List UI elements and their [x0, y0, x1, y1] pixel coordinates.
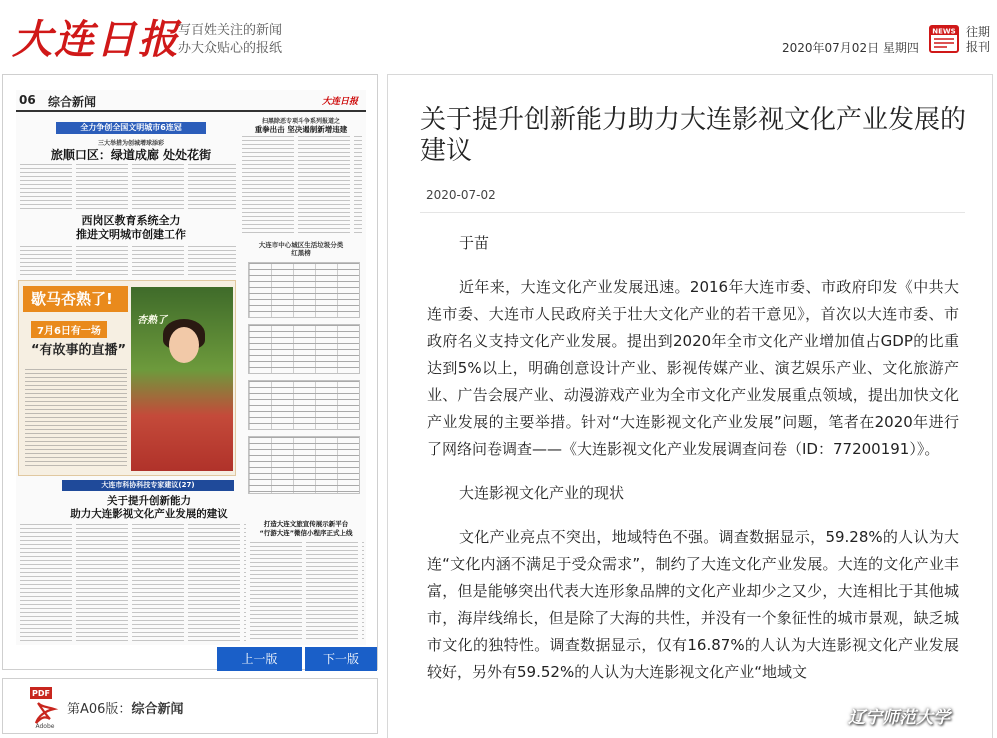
next-page-button[interactable]: 下一版: [305, 647, 377, 671]
past-issues-line-2: 报刊: [966, 40, 991, 54]
promo-date: 7月6日有一场: [31, 321, 107, 338]
article-paragraph: 近年来，大连文化产业发展迅速。2016年大连市委、市政府印发《中共大连市委、大连市人民政府关于壮大文化产业的若干意见》，首次以大连市委、市政府名义支持文化产业发展。提出到2020年全市文化产业增加值占GDP的比重达到5%以上，明确创意设计产业、影视传媒产业、演艺娱乐产业、文化旅游产业、广告会展产业、动漫游戏产业为全市文化产业发展重点领域，提出加快文化产业发展的主要举措。针对“大连影视文化产业发展”问题，笔者在2020年进行了网络问卷调查——《大连影视文化产业发展调查问卷（ID：77200191）》。: [427, 278, 959, 458]
side-headline-2-line-1: 打造大连文旅宣传展示新平台: [263, 520, 349, 528]
headline-3-line-2: 助力大连影视文化产业发展的建议: [70, 508, 228, 520]
pdf-icon[interactable]: [28, 685, 66, 729]
newspaper-icon[interactable]: [929, 25, 959, 53]
article-title: 关于提升创新能力助力大连影视文化产业发展的建议: [420, 105, 967, 166]
headline-3[interactable]: [56, 495, 242, 521]
page-thumbnail-panel: [2, 74, 378, 670]
ranking-table: [248, 262, 360, 318]
article-text-block: [242, 136, 362, 236]
article-text-block: [20, 524, 246, 642]
article-paragraph: 文化产业亮点不突出，地域特色不强。调查数据显示，59.28%的人认为大连“文化内涵不满足于受众需求”，制约了大连文化产业发展。大连的文化产业丰富，但是能够突出代表大连形象品牌的文化产业却少之又少，大连相比于其他城市，海岸线绵长，但是除了大海的共性，并没有一个象征性的城市景观，缺乏城市文化的独特性。调查数据显示，仅有16.87%的人认为大连影视文化产业发展较好，另外有59.52%的人认为大连影视文化产业“地域文: [427, 528, 959, 681]
adobe-label: Adobe: [35, 723, 55, 729]
headline-2-line-2: 推进文明城市创建工作: [76, 228, 186, 241]
page-logo: 大连日报: [322, 97, 359, 107]
article-body: [427, 230, 959, 703]
prev-page-button[interactable]: 上一版: [217, 647, 302, 671]
headline-2-line-1: 西岗区教育系统全力: [81, 214, 181, 227]
slogan-line-1: 写百姓关注的新闻: [178, 23, 283, 38]
side-headline-2-line-2: “行游大连”微信小程序正式上线: [259, 529, 353, 537]
ranking-table: [248, 436, 360, 494]
ranking-table: [248, 380, 360, 430]
promo-ad[interactable]: [18, 280, 236, 476]
edition-label[interactable]: [67, 698, 183, 717]
headline-1[interactable]: 旅顺口区：绿道成廊 处处花街: [50, 148, 212, 162]
article-author: 于苗: [459, 234, 490, 252]
slogan: [178, 22, 282, 58]
ranking-table: [248, 324, 360, 374]
edition-name: 综合新闻: [131, 702, 184, 717]
page-section: 综合新闻: [48, 95, 97, 109]
slogan-line-2: 办大众贴心的报纸: [178, 41, 283, 56]
past-issues-line-1: 往期: [966, 25, 991, 39]
current-date: 2020年07月02日 星期四: [782, 41, 919, 55]
watermark: 辽宁师范大学: [848, 708, 950, 728]
side-headline-2[interactable]: [248, 520, 364, 538]
campaign-banner: 全力争创全国文明城市6连冠: [56, 122, 206, 134]
promo-photo-caption: 杏熟了: [137, 315, 167, 326]
promo-title: “有故事的直播”: [31, 343, 127, 358]
expert-advice-bar: 大连市科协科技专家建议(27): [62, 480, 234, 491]
kicker-1: 三大举措为创城增球添彩: [97, 140, 164, 147]
site-logo[interactable]: 大连日报: [12, 16, 180, 63]
site-header: [0, 0, 997, 66]
past-issues-link[interactable]: [966, 25, 990, 55]
side-kicker: 扫黑除恶专项斗争系列报道之: [261, 118, 340, 125]
headline-3-line-1: 关于提升创新能力: [107, 495, 191, 507]
edition-bar: [2, 678, 378, 734]
headline-2[interactable]: [36, 214, 226, 242]
article-panel: [387, 74, 993, 738]
divider: [420, 212, 965, 213]
promo-photo-face: [169, 327, 199, 363]
article-date: 2020-07-02: [426, 188, 496, 202]
article-text-block: [20, 246, 236, 276]
page-header: [16, 90, 366, 112]
article-subheading: 大连影视文化产业的现状: [459, 484, 625, 502]
pdf-icon-label: PDF: [32, 689, 50, 698]
article-text-block: [250, 542, 364, 642]
promo-banner: 歇马杏熟了!: [23, 286, 128, 312]
table-subtitle: 红黑榜: [291, 249, 311, 257]
table-title: 大连市中心城区生活垃圾分类: [258, 241, 344, 249]
article-text-block: [20, 164, 236, 210]
edition-prefix: 第A06版：: [67, 702, 132, 717]
side-headline[interactable]: 重拳出击 坚决遏制新增违建: [254, 125, 348, 134]
newspaper-page-image[interactable]: [16, 90, 366, 645]
news-icon-label: NEWS: [932, 27, 956, 36]
page-number: 06: [19, 93, 36, 107]
promo-text: [25, 369, 127, 469]
